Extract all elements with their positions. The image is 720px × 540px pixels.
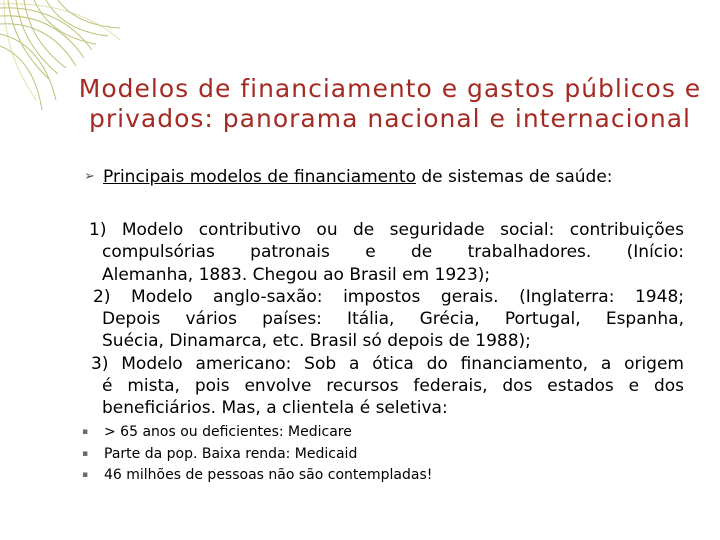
model-line: Depois vários países: Itália, Grécia, Portugal, Espanha,	[102, 309, 684, 330]
model-line: beneficiários. Mas, a clientela é seletiva:	[102, 398, 448, 419]
list-item	[82, 444, 582, 466]
list-item	[82, 422, 582, 444]
list-item	[82, 465, 582, 487]
slide-title-line-1: Modelos de financiamento e gastos públicos e	[78, 74, 702, 103]
slide-title-line-2: privados: panorama nacional e internacional	[89, 104, 691, 133]
section-heading-text	[103, 166, 613, 188]
square-bullet-icon: ▪	[82, 470, 89, 480]
list-item-text: > 65 anos ou deficientes: Medicare	[104, 424, 352, 440]
model-anglo-saxao	[86, 286, 684, 353]
arrow-bullet-icon: ➢	[84, 169, 95, 184]
model-line: 2) Modelo anglo-saxão: impostos gerais. (Inglaterra: 1948;	[93, 286, 684, 307]
slide-title	[70, 74, 710, 134]
americano-bullet-list	[82, 422, 582, 487]
square-bullet-icon: ▪	[82, 448, 89, 459]
model-line: compulsórias patronais e de trabalhadores. (Início:	[102, 242, 684, 263]
square-bullet-icon: ▪	[82, 427, 89, 437]
model-americano	[86, 353, 684, 420]
model-line: 1) Modelo contributivo ou de seguridade social: contribuições	[89, 220, 684, 240]
model-contributivo	[86, 219, 684, 286]
model-line: Suécia, Dinamarca, etc. Brasil só depois de 1988);	[102, 331, 531, 352]
heading-underlined-text: Principais modelos de financiamento	[103, 167, 416, 187]
model-line: é mista, pois envolve recursos federais, dos estados e dos	[102, 376, 684, 397]
models-list	[86, 219, 684, 420]
list-item-text: 46 milhões de pessoas não são contempladas!	[104, 467, 433, 483]
heading-rest-text: de sistemas de saúde:	[415, 167, 613, 187]
list-item-text: Parte da pop. Baixa renda: Medicaid	[104, 445, 358, 462]
model-line: Alemanha, 1883. Chegou ao Brasil em 1923);	[102, 264, 491, 285]
model-line: 3) Modelo americano: Sob a ótica do financiamento, a origem	[91, 353, 684, 374]
